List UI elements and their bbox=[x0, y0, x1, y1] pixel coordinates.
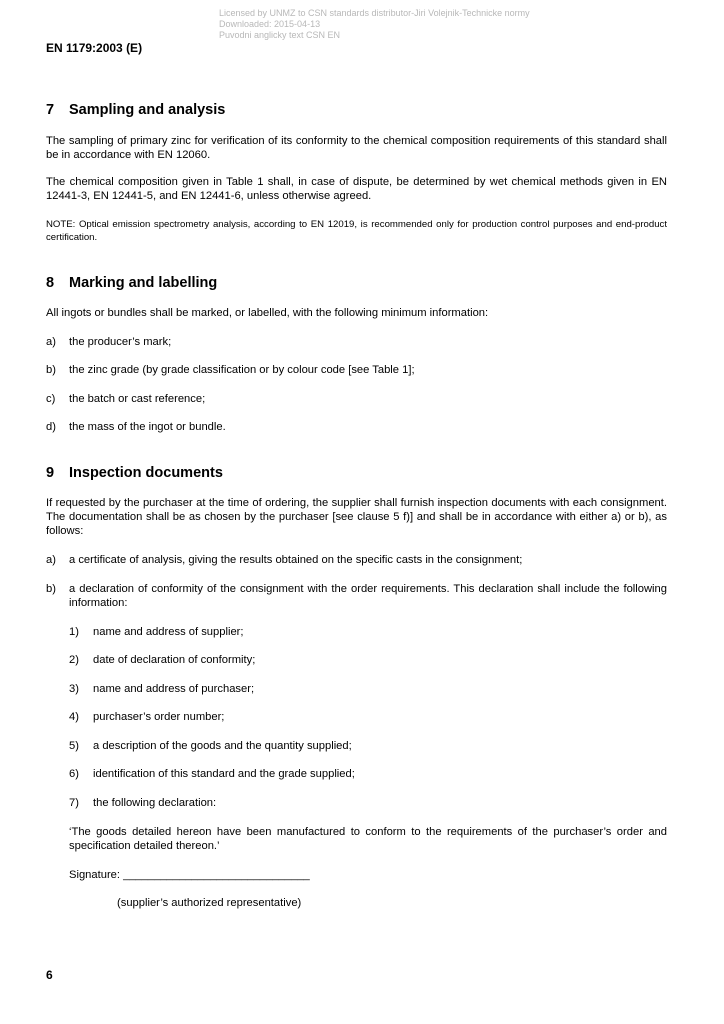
list-marker: c) bbox=[46, 393, 56, 405]
signature-caption: (supplier’s authorized representative) bbox=[117, 897, 302, 909]
sub-list-text: name and address of purchaser; bbox=[93, 683, 255, 695]
section-7-title: Sampling and analysis bbox=[69, 102, 226, 118]
list-marker: a) bbox=[46, 336, 56, 348]
list-text: a declaration of conformity of the consignment with the order requirements. This declaration shall include the following information: bbox=[69, 583, 667, 609]
sub-list-marker: 2) bbox=[69, 654, 79, 666]
section-7-para-sampling: The sampling of primary zinc for verification of its conformity to the chemical composition requirements of this standard shall be in accordance with EN 12060. bbox=[46, 135, 667, 161]
list-marker: a) bbox=[46, 554, 56, 566]
section-8-heading bbox=[46, 275, 217, 291]
sub-list-text: identification of this standard and the grade supplied; bbox=[93, 768, 355, 780]
section-7-heading bbox=[46, 102, 225, 118]
sub-list-marker: 3) bbox=[69, 683, 79, 695]
page-number: 6 bbox=[46, 968, 53, 982]
section-7-number: 7 bbox=[46, 102, 55, 118]
sub-list-marker: 6) bbox=[69, 768, 79, 780]
document-id-header: EN 1179:2003 (E) bbox=[46, 41, 143, 55]
watermark-line-license: Licensed by UNMZ to CSN standards distributor-Jiri Volejnik-Technicke normy bbox=[219, 8, 530, 18]
sub-list-marker: 1) bbox=[69, 626, 79, 638]
section-9-intro: If requested by the purchaser at the time of ordering, the supplier shall furnish inspection documents with each consignment. The documentation shall be as chosen by the purchaser [see clause 5 f)] and shall be in accordance with either a) or b), as follows: bbox=[46, 497, 667, 537]
section-9-title: Inspection documents bbox=[69, 465, 223, 481]
list-marker: b) bbox=[46, 583, 56, 595]
watermark-line-original: Puvodni anglicky text CSN EN bbox=[219, 30, 341, 40]
sub-list-marker: 5) bbox=[69, 740, 79, 752]
conformity-declaration-text: ‘The goods detailed hereon have been manufactured to conform to the requirements of the purchaser’s order and specification detailed thereon.’ bbox=[69, 826, 667, 852]
sub-list-text: purchaser’s order number; bbox=[93, 711, 225, 723]
watermark-line-downloaded: Downloaded: 2015-04-13 bbox=[219, 19, 321, 29]
section-8-intro: All ingots or bundles shall be marked, or labelled, with the following minimum information: bbox=[46, 307, 489, 319]
sub-list-marker: 7) bbox=[69, 797, 79, 809]
sub-list-text: date of declaration of conformity; bbox=[93, 654, 256, 666]
sub-list-text: name and address of supplier; bbox=[93, 626, 244, 638]
list-text: the zinc grade (by grade classification or by colour code [see Table 1]; bbox=[69, 364, 415, 376]
sub-list-marker: 4) bbox=[69, 711, 79, 723]
list-marker: d) bbox=[46, 421, 56, 433]
list-text: the batch or cast reference; bbox=[69, 393, 206, 405]
signature-line: Signature: ______________________________ bbox=[69, 869, 310, 881]
section-8-title: Marking and labelling bbox=[69, 275, 218, 291]
sub-list-text: a description of the goods and the quantity supplied; bbox=[93, 740, 352, 752]
list-text: the mass of the ingot or bundle. bbox=[69, 421, 226, 433]
section-9-heading bbox=[46, 465, 223, 481]
download-watermark bbox=[219, 8, 530, 41]
sub-list-text: the following declaration: bbox=[93, 797, 217, 809]
section-9-number: 9 bbox=[46, 465, 55, 481]
list-text: the producer’s mark; bbox=[69, 336, 172, 348]
list-marker: b) bbox=[46, 364, 56, 376]
section-8-number: 8 bbox=[46, 275, 55, 291]
list-text: a certificate of analysis, giving the results obtained on the specific casts in the consignment; bbox=[69, 554, 523, 566]
section-7-note: NOTE: Optical emission spectrometry analysis, according to EN 12019, is recommended only for production control purposes and end-product certification. bbox=[46, 219, 667, 243]
section-7-para-chemical: The chemical composition given in Table 1 shall, in case of dispute, be determined by wet chemical methods given in EN 12441-3, EN 12441-5, and EN 12441-6, unless otherwise agreed. bbox=[46, 176, 667, 202]
